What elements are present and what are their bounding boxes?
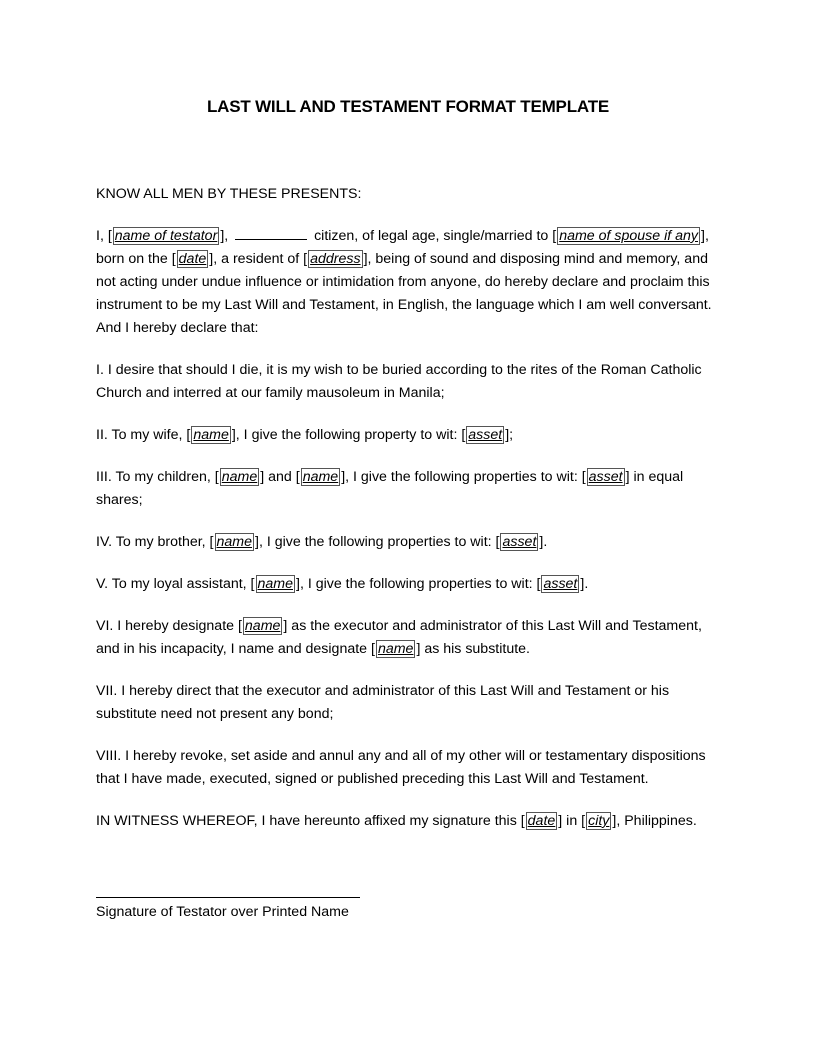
- executor-name-field[interactable]: name: [244, 618, 281, 634]
- spouse-name-field[interactable]: name of spouse if any: [559, 228, 698, 244]
- clause-5: V. To my loyal assistant, [ name ], I give the following properties to wit: [ asset ].: [96, 576, 589, 592]
- salutation: KNOW ALL MEN BY THESE PRESENTS:: [96, 186, 362, 202]
- clause-6: VI. I hereby designate [ name ] as the executor and administrator of this Last Will and Testament, and in his incapacity, I name and designate [ name ] as his substitute.: [96, 618, 702, 657]
- child-2-name-field[interactable]: name: [302, 469, 339, 485]
- assistant-name-field[interactable]: name: [257, 576, 293, 592]
- child-1-name-field[interactable]: name: [221, 469, 258, 485]
- clause-4: IV. To my brother, [ name ], I give the following properties to wit: [ asset ].: [96, 534, 548, 550]
- brother-asset-field[interactable]: asset: [502, 534, 537, 550]
- clause-3: III. To my children, [ name ] and [ name ], I give the following properties to wit: [ asset ] in equal shares;: [96, 469, 684, 508]
- assistant-asset-field[interactable]: asset: [543, 576, 578, 592]
- signing-date-field[interactable]: date: [527, 813, 556, 829]
- signature-label: Signature of Testator over Printed Name: [96, 904, 349, 920]
- intro-paragraph: I, [ name of testator ], citizen, of legal age, single/married to [ name of spouse if any ], born on the [ date ], a resident of [ address ], being of sound and disposing mind and memory, and not acting under undue influence or intimidation from anyone, do hereby declare and proclaim this instrument to be my Last Will and Testament, in English, the language which I am well conversant. And I hereby declare that:: [96, 225, 722, 340]
- wife-name-field[interactable]: name: [193, 427, 229, 443]
- document-title: LAST WILL AND TESTAMENT FORMAT TEMPLATE: [206, 97, 610, 116]
- clause-1: I. I desire that should I die, it is my wish to be buried according to the rites of the Roman Catholic Church and interred at our family mausoleum in Manila;: [96, 362, 702, 401]
- signature-line[interactable]: [96, 897, 360, 898]
- clause-2: II. To my wife, [ name ], I give the following property to wit: [ asset ];: [96, 427, 514, 443]
- citizenship-blank[interactable]: [235, 225, 307, 240]
- clause-7: VII. I hereby direct that the executor and administrator of this Last Will and Testament or his substitute need not present any bond;: [96, 683, 670, 722]
- clause-8: VIII. I hereby revoke, set aside and annul any and all of my other will or testamentary dispositions that I have made, executed, signed or published preceding this Last Will and Testament.: [96, 748, 706, 787]
- substitute-name-field[interactable]: name: [377, 641, 414, 657]
- witness-clause: IN WITNESS WHEREOF, I have hereunto affixed my signature this [ date ] in [ city ], Philippines.: [96, 813, 697, 829]
- signing-city-field[interactable]: city: [588, 813, 610, 829]
- testator-name-field[interactable]: name of testator: [114, 228, 218, 244]
- brother-name-field[interactable]: name: [216, 534, 253, 550]
- children-asset-field[interactable]: asset: [588, 469, 623, 485]
- birth-date-field[interactable]: date: [178, 251, 207, 267]
- address-field[interactable]: address: [310, 251, 361, 267]
- wife-asset-field[interactable]: asset: [468, 427, 503, 443]
- document-body: [96, 183, 722, 852]
